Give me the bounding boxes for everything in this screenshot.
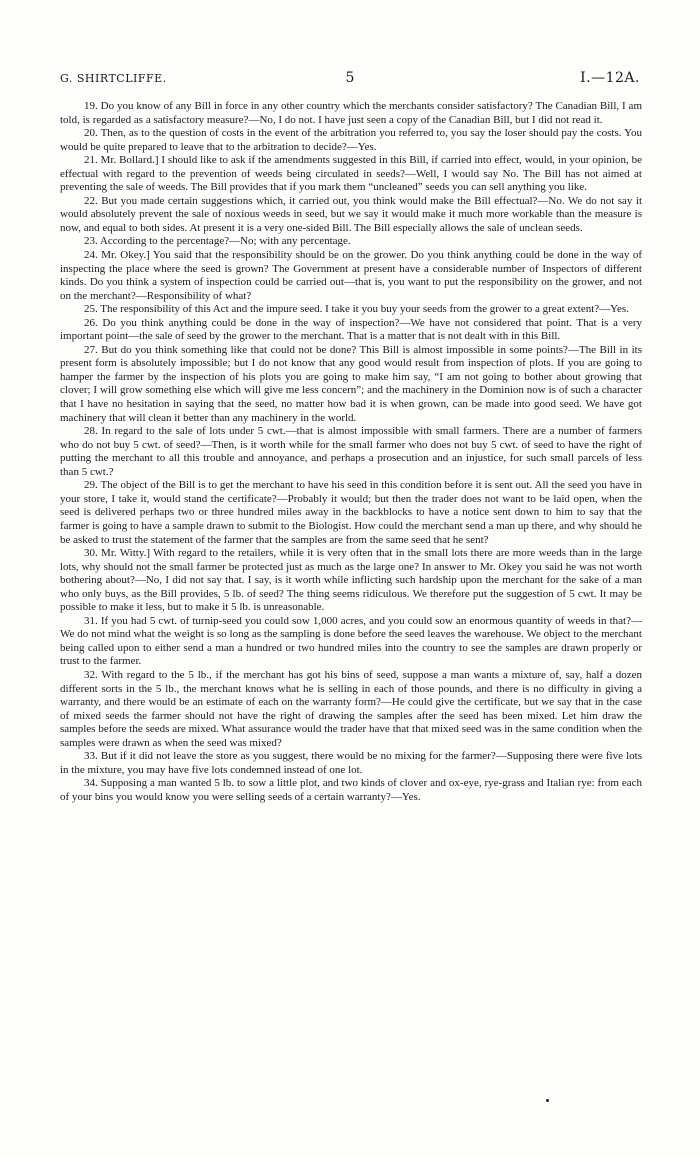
paragraph-33: 33. But if it did not leave the store as you suggest, there would be no mixing for the farmer?—Supposing there were five lots in the mixture, you may have five lots condemned instead of one lot.	[60, 750, 642, 776]
paragraph-28: 28. In regard to the sale of lots under 5 cwt.—that is almost impossible with small farmers. There are a number of farmers who do not buy 5 cwt. of seed?—Then, is it worth while for the small farmer who does not buy 5 cwt. of seed to have the right of putting the merchant to all this trouble and annoyance, and perhaps a prosecution and an injustice, for such small parcels of less than 5 cwt.?	[60, 425, 642, 478]
paragraph-32: 32. With regard to the 5 lb., if the merchant has got his bins of seed, suppose a man wants a mixture of, say, half a dozen different sorts in the 5 lb., the merchant knows what he is selling in each of those pounds, and there is no difficulty in giving a warranty, and there would be an estimate of each on the warranty form?—He could give the certificate, but we say that in the case of mixed seeds the farmer should not have the right of drawing the samples after the seed has been mixed. Let him draw the samples before the seeds are mixed. What assurance would the trader have that that mixed seed was in the same condition when the samples were drawn as when the seed was mixed?	[60, 668, 642, 749]
document-body	[60, 100, 642, 804]
paragraph-25: 25. The responsibility of this Act and the impure seed. I take it you buy your seeds from the grower to a great extent?—Yes.	[84, 303, 629, 316]
paragraph-21: 21. Mr. Bollard.] I should like to ask if the amendments suggested in this Bill, if carried into effect, would, in your opinion, be effectual with regard to the prevention of weeds being circulated in seeds?—Well, I would say No. The Bill has not aimed at preventing the sale of weeds. The Bill provides that if you mark them “uncleaned” seeds you can sell anything you like.	[60, 154, 642, 194]
paragraph-34: 34. Supposing a man wanted 5 lb. to sow a little plot, and two kinds of clover and ox-eye, rye-grass and Italian rye: from each of your bins you would know you were selling seeds of a certain warranty?—Yes.	[60, 777, 642, 803]
paragraph-20: 20. Then, as to the question of costs in the event of the arbitration you referred to, you say the loser should pay the costs. You would be quite prepared to leave that to the arbitration to decide?—Yes.	[60, 127, 642, 153]
page-header	[60, 72, 640, 90]
paper-reference: I.—12A.	[580, 70, 640, 86]
paragraph-26: 26. Do you think anything could be done in the way of inspection?—We have not considered that point. That is a very important point—the sale of seed by the grower to the merchant. That is a matter that is not dealt with in this Bill.	[60, 316, 642, 343]
paragraph-27: 27. But do you think something like that could not be done? This Bill is almost impossible in some points?—The Bill in its present form is absolutely impossible; but I do not know that any good would result from inspection of plots. If you are going to hamper the farmer by the inspection of his plots you are going to make him say, “I am not going to bother about growing that clover; I will grow something else which will give me less concern”; and the machinery in the Dominion now is of such a character that I have no hesitation in saying that the seed, no matter how bad it is when grown, can be made into good seed. We have got machinery that will clean it better than any machinery in the world.	[60, 343, 642, 424]
paragraph-19: 19. Do you know of any Bill in force in any other country which the merchants consider satisfactory? The Canadian Bill, I am told, is regarded as a satisfactory measure?—No, I do not. I have just seen a copy of the Canadian Bill, but I did not read it.	[60, 100, 642, 126]
header-witness-name: G. SHIRTCLIFFE.	[60, 72, 167, 85]
paragraph-24: 24. Mr. Okey.] You said that the responsibility should be on the grower. Do you think anything could be done in the way of inspecting the place where the seed is grown? The Government at present have a considerable number of Inspectors of different kinds. Do you think a system of inspection could be carried out—that is, you want to put the responsibility on the grower, and not on the merchant?—Responsibility of what?	[60, 249, 642, 302]
paragraph-23: 23. According to the percentage?—No; with any percentage.	[84, 235, 351, 248]
paragraph-29: 29. The object of the Bill is to get the merchant to have his seed in this condition before it is sent out. All the seed you have in your store, I take it, would stand the certificate?—Probably it would; but then the trader does not want to be laid open, when the seed is delivered perhaps two or three hundred miles away in the backblocks to have a notice sent down to him to say that the farmer is going to have a sample drawn to submit to the Biologist. How could the merchant send a man up there, and why should he be asked to trust the statement of the farmer that the samples are from the same seed that he sent?	[60, 479, 642, 546]
scan-speck	[546, 1099, 549, 1102]
paragraph-22: 22. But you made certain suggestions which, it carried out, you think would make the Bill effectual?—No. We do not say it would absolutely prevent the sale of noxious weeds in seed, but we say it would make it much more workable than the measure is now, and equal to both sides. At present it is a very one-sided Bill. The Bill especially allows the sale of unclean seeds.	[60, 194, 642, 234]
paragraph-30: 30. Mr. Witty.] With regard to the retailers, while it is very often that in the small lots there are more weeds than in the large lots, why should not the small farmer be protected just as much as the large one? In answer to Mr. Okey you said he was not worth bothering about?—No, I did not say that. I say, is it worth while inflicting such hardship upon the merchant for the sake of a man who only buys, as the Bill provides, 5 lb. of seed? The thing seems ridiculous. We therefore put the suggestion of 5 cwt. It may be possible to make it less, but to make it 5 lb. is unreasonable.	[60, 547, 642, 614]
page-number: 5	[345, 70, 355, 86]
paragraph-31: 31. If you had 5 cwt. of turnip-seed you could sow 1,000 acres, and you could sow an enormous quantity of weeds in that?—We do not mind what the weight is so long as the sampling is done before the seed leaves the warehouse. We object to the merchant being called upon to either send a man a hundred or two hundred miles into the country to see the samples are drawn properly or trust to the farmer.	[60, 614, 642, 668]
